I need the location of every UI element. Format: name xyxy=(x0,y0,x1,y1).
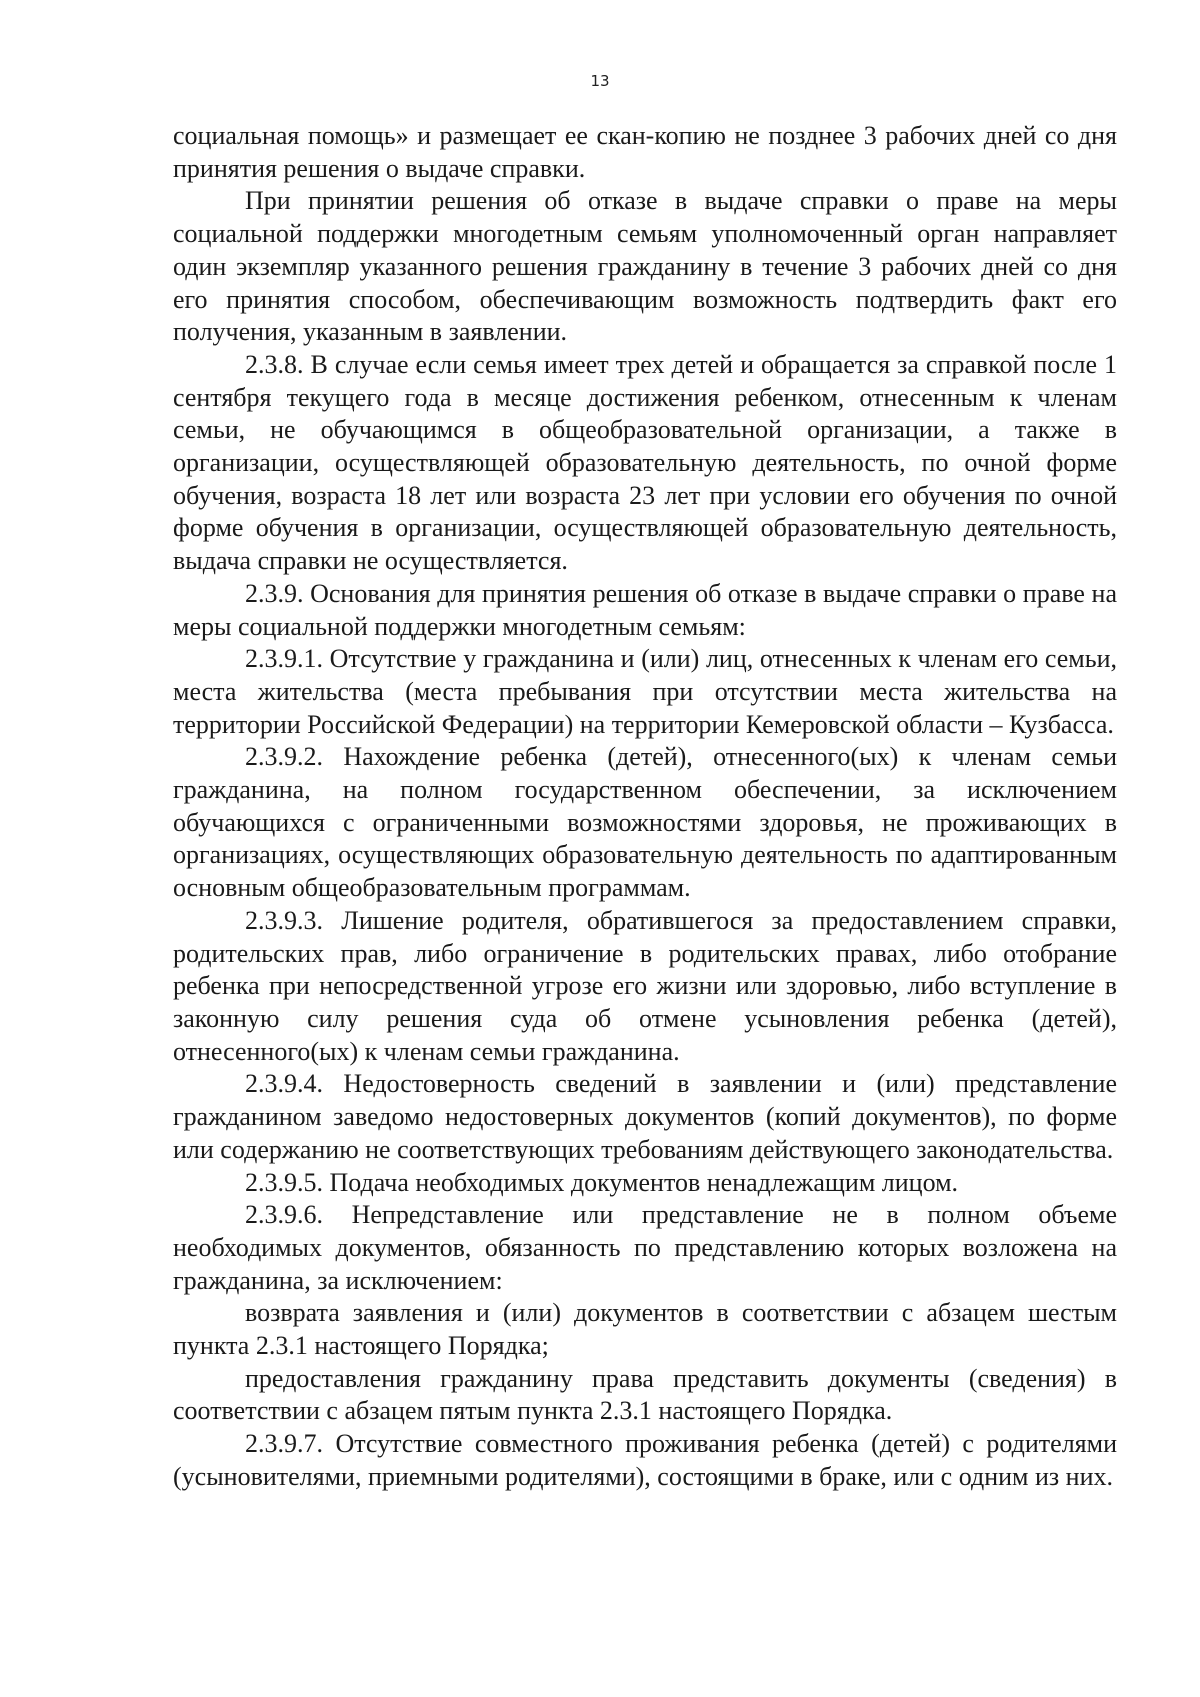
paragraph: При принятии решения об отказе в выдаче справки о праве на меры социальной поддержки многодетным семьям уполномоченный орган направляет один экземпляр указанного решения гражданину в течение 3 рабочих дней со дня его принятия способом, обеспечивающим возможность подтвердить факт его получения, указанным в заявлении. xyxy=(173,186,1117,347)
document-body xyxy=(173,120,1117,1494)
paragraph: социальная помощь» и размещает ее скан-копию не позднее 3 рабочих дней со дня принятия решения о выдаче справки. xyxy=(173,121,1117,183)
paragraph: 2.3.8. В случае если семья имеет трех детей и обращается за справкой после 1 сентября текущего года в месяце достижения ребенком, отнесенным к членам семьи, не обучающимся в общеобразовательной организации, а также в организации, осуществляющей образовательную деятельность, по очной форме обучения, возраста 18 лет или возраста 23 лет при условии его обучения по очной форме обучения в организации, осуществляющей образовательную деятельность, выдача справки не осуществляется. xyxy=(173,349,1117,576)
paragraph: 2.3.9.5. Подача необходимых документов ненадлежащим лицом. xyxy=(245,1167,959,1197)
paragraph: предоставления гражданину права представить документы (сведения) в соответствии с абзацем пятым пункта 2.3.1 настоящего Порядка. xyxy=(173,1363,1117,1426)
paragraph: 2.3.9.3. Лишение родителя, обратившегося за предоставлением справки, родительских прав, либо ограничение в родительских правах, либо отобрание ребенка при непосредственной угрозе его жизни или здоровью, либо вступление в законную силу решения суда об отмене усыновления ребенка (детей), отнесенного(ых) к членам семьи гражданина. xyxy=(173,905,1117,1066)
paragraph: 2.3.9.4. Недостоверность сведений в заявлении и (или) представление гражданином заведомо недостоверных документов (копий документов), по форме или содержанию не соответствующих требованиям действующего законодательства. xyxy=(173,1069,1117,1164)
paragraph: 2.3.9.1. Отсутствие у гражданина и (или) лиц, отнесенных к членам его семьи, места жительства (места пребывания при отсутствии места жительства на территории Российской Федерации) на территории Кемеровской области – Кузбасса. xyxy=(173,644,1117,739)
paragraph: 2.3.9.2. Нахождение ребенка (детей), отнесенного(ых) к членам семьи гражданина, на полном государственном обеспечении, за исключением обучающихся с ограниченными возможностями здоровья, не проживающих в организациях, осуществляющих образовательную деятельность по адаптированным основным общеобразовательным программам. xyxy=(173,742,1117,903)
paragraph: 2.3.9. Основания для принятия решения об отказе в выдаче справки о праве на меры социальной поддержки многодетным семьям: xyxy=(173,578,1117,641)
paragraph: 2.3.9.7. Отсутствие совместного проживания ребенка (детей) с родителями (усыновителями, приемными родителями), состоящими в браке, или с одним из них. xyxy=(173,1429,1117,1491)
paragraph: возврата заявления и (или) документов в соответствии с абзацем шестым пункта 2.3.1 настоящего Порядка; xyxy=(173,1298,1117,1361)
paragraph: 2.3.9.6. Непредставление или представление не в полном объеме необходимых документов, обязанность по представлению которых возложена на гражданина, за исключением: xyxy=(173,1200,1117,1295)
page-number: 13 xyxy=(590,72,610,90)
